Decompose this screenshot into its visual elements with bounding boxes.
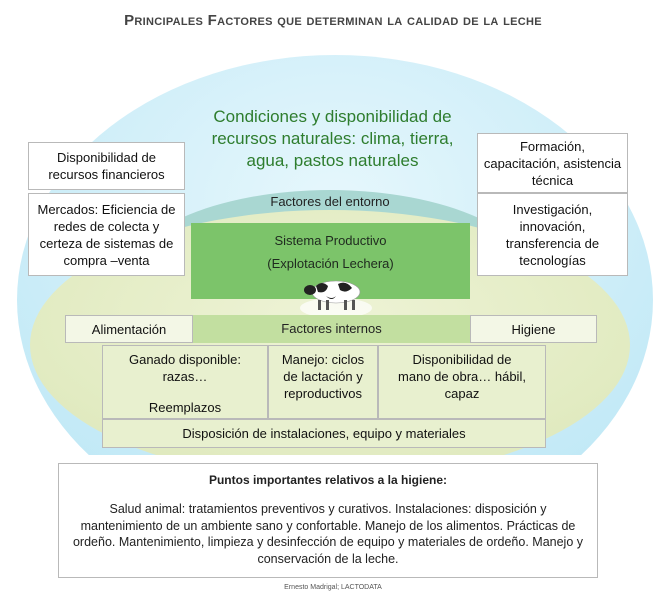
- research-label: Investigación, innovación, transferencia de tecnologías: [505, 201, 600, 268]
- management-cell: [268, 345, 378, 419]
- training-label: Formación, capacitación, asistencia técnica: [483, 138, 622, 188]
- financial-resources-label: Disponibilidad de recursos financieros: [48, 150, 165, 182]
- labor-label: Disponibilidad de mano de obra… hábil, capaz: [398, 352, 526, 401]
- labor-cell: [378, 345, 546, 419]
- installations-label: Disposición de instalaciones, equipo y materiales: [182, 426, 466, 441]
- livestock-label: Ganado disponible: razas…: [128, 352, 242, 384]
- hygiene-label: Higiene: [511, 321, 556, 337]
- research-box: [477, 193, 628, 276]
- training-box: [477, 133, 628, 193]
- management-label: Manejo: ciclos de lactación y reproductivos: [281, 352, 365, 401]
- productive-system-title: Sistema Productivo: [274, 233, 387, 248]
- feeding-box: [65, 315, 193, 343]
- hygiene-note-heading: Puntos importantes relativos a la higiene:: [208, 473, 448, 487]
- author-credit: Ernesto Madrigal; LACTODATA: [284, 584, 382, 591]
- internal-factors-band: [193, 315, 470, 343]
- financial-resources-box: [28, 142, 185, 190]
- hygiene-note-box: [58, 463, 598, 578]
- feeding-label: Alimentación: [91, 321, 167, 337]
- cow-illustration: [296, 270, 376, 320]
- installations-cell: [102, 419, 546, 448]
- markets-box: [28, 193, 185, 276]
- replacements-label: Reemplazos: [148, 400, 222, 415]
- hygiene-box: [470, 315, 597, 343]
- hygiene-note-body: Salud animal: tratamientos preventivos y curativos. Instalaciones: disposición y mantenimiento de un ambiente sano y confortable. Manejo de los alimentos. Prácticas de ordeño. Mantenimiento, limpieza y desinfección de equipo y materiales de ordeño. Manejo y conservación de la leche.: [72, 502, 584, 566]
- natural-resources-text: Condiciones y disponibilidad de recursos naturales: clima, tierra, agua, pastos naturales: [211, 107, 454, 170]
- markets-label: Mercados: Eficiencia de redes de colecta y certeza de sistemas de compra –venta: [37, 201, 176, 268]
- livestock-cell: [102, 345, 268, 419]
- environment-factors-label: Factores del entorno: [270, 194, 390, 209]
- page-title: Principales Factores que determinan la calidad de la leche: [124, 12, 542, 29]
- productive-system-subtitle: (Explotación Lechera): [267, 256, 394, 271]
- internal-factors-label: Factores internos: [281, 321, 382, 336]
